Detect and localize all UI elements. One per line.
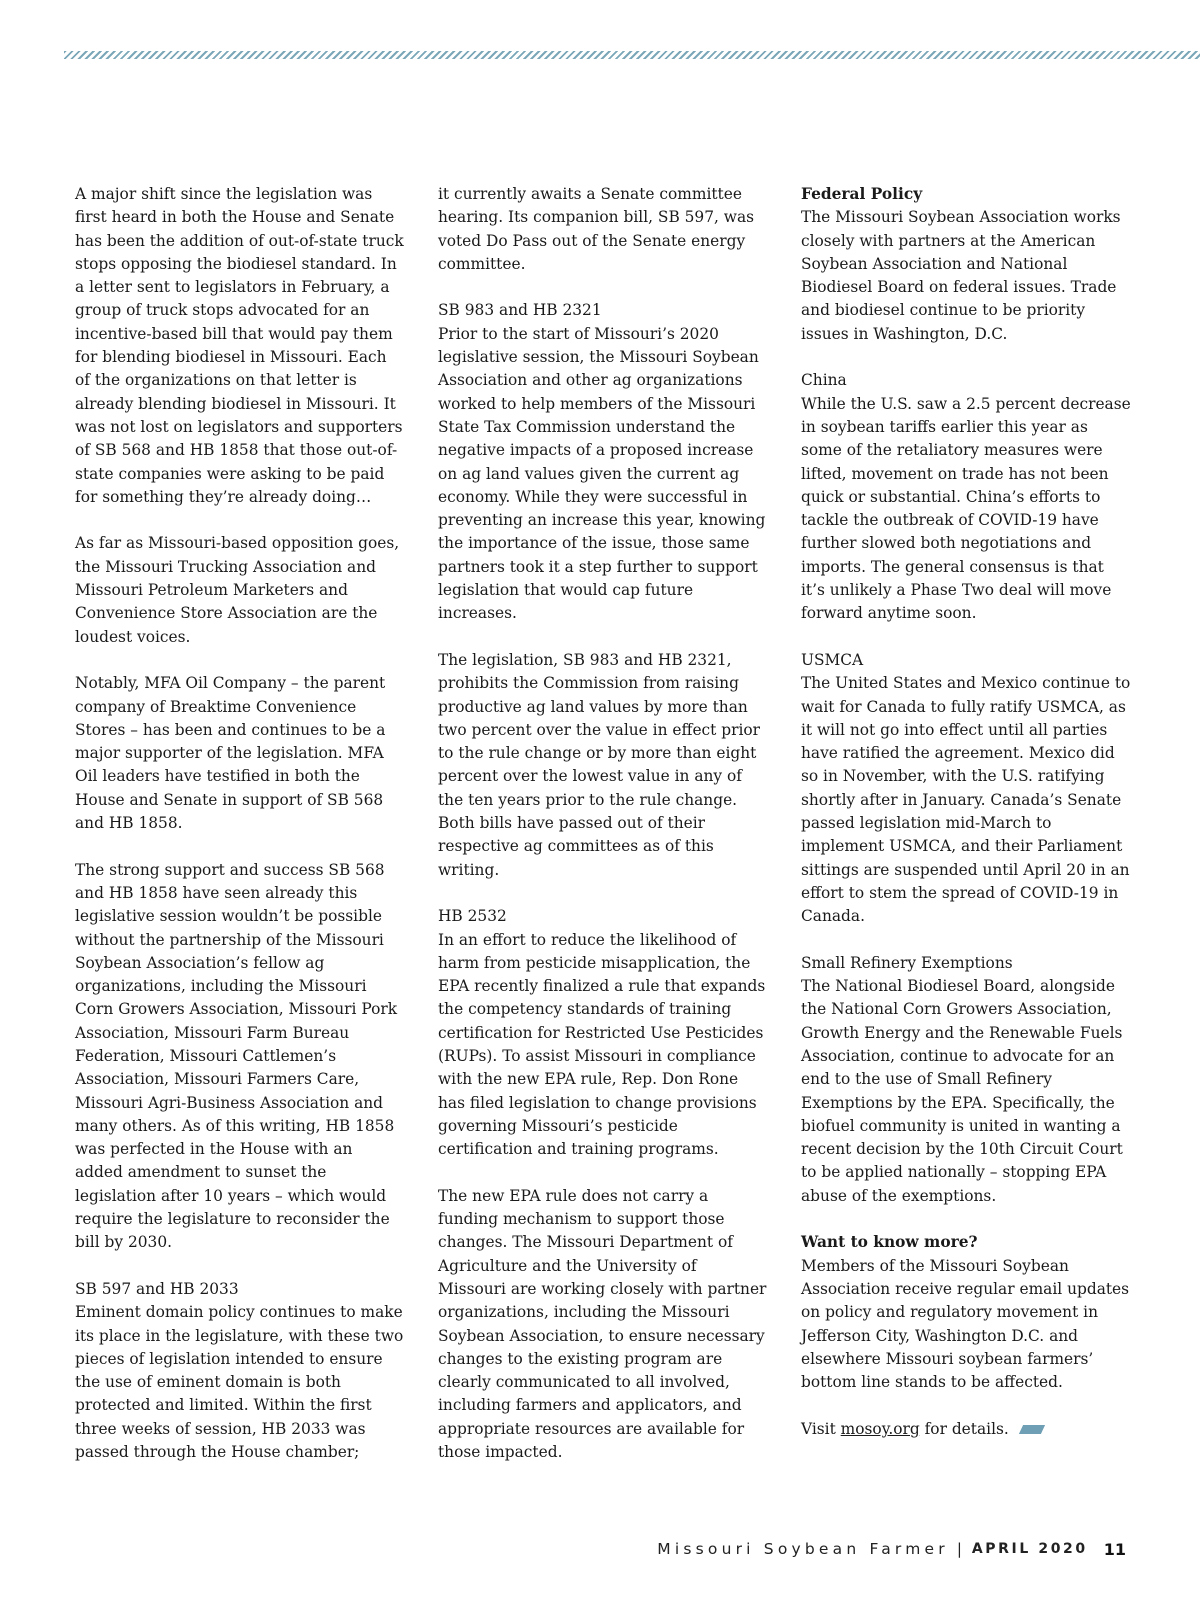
section-heading: Small Refinery Exemptions xyxy=(801,953,1013,972)
section-heading: SB 983 and HB 2321 xyxy=(438,301,602,320)
body-paragraph: Eminent domain policy continues to make its place in the legislature, with these two pieces of legislation intended to ensure the use of eminent domain is both protected and limited. Within the first three weeks of session, HB 2033 was passed through the House chamber; xyxy=(75,1303,404,1462)
body-paragraph: Members of the Missouri Soybean Association receive regular email updates on policy and regulatory movement in Jefferson City, Washington D.C. and elsewhere Missouri soybean farmers’ bottom line stands to be affected. xyxy=(801,1256,1130,1392)
mosoy-link[interactable]: mosoy.org xyxy=(840,1419,920,1438)
visit-line xyxy=(801,1418,1131,1441)
body-paragraph: Prior to the start of Missouri’s 2020 legislative session, the Missouri Soybean Association and other ag organizations worked to help members of the Missouri State Tax Commission understand the negative impacts of a proposed increase on ag land values given the current ag economy. While they were successful in preventing an increase this year, knowing the importance of the issue, those same partners took it a step further to support legislation that would cap future increases. xyxy=(438,324,766,623)
body-paragraph: The National Biodiesel Board, alongside the National Corn Growers Association, Growth Energy and the Renewable Fuels Association, continue to advocate for an end to the use of Small Refinery Exemptions by the EPA. Specifically, the biofuel community is united in wanting a recent decision by the 10th Circuit Court to be applied nationally – stopping EPA abuse of the exemptions. xyxy=(801,977,1123,1205)
body-paragraph: While the U.S. saw a 2.5 percent decrease in soybean tariffs earlier this year as some of the retaliatory measures were lifted, movement on trade has not been quick or substantial. China’s efforts to tackle the outbreak of COVID-19 have further slowed both negotiations and imports. The general consensus is that it’s unlikely a Phase Two deal will move forward anytime soon. xyxy=(801,394,1131,623)
decorative-top-rule xyxy=(64,51,1200,59)
section-heading: China xyxy=(801,371,847,390)
section-heading: Federal Policy xyxy=(801,185,923,203)
body-paragraph: The Missouri Soybean Association works closely with partners at the American Soybean Association and National Biodiesel Board on federal issues. Trade and biodiesel continue to be priority issues in Washington, D.C. xyxy=(801,208,1121,343)
publication-name: Missouri Soybean Farmer xyxy=(657,1540,949,1558)
body-paragraph: In an effort to reduce the likelihood of harm from pesticide misapplication, the EPA recently finalized a rule that expands the competency standards of training certification for Restricted Use Pesticides (RUPs). To assist Missouri in compliance with the new EPA rule, Rep. Don Rone has filed legislation to change provisions governing Missouri’s pesticide certification and training programs. xyxy=(438,930,766,1159)
body-paragraph: A major shift since the legislation was first heard in both the House and Senate has been the addition of out-of-state truck stops opposing the biodiesel standard. In a letter sent to legislators in February, a group of truck stops advocated for an incentive-based bill that would pay them for blending biodiesel in Missouri. Each of the organizations on that letter is already blending biodiesel in Missouri. It was not lost on legislators and supporters of SB 568 and HB 1858 that those out-of-state companies were asking to be paid for something they’re already doing… xyxy=(75,185,404,506)
body-paragraph: The new EPA rule does not carry a funding mechanism to support those changes. The Missouri Department of Agriculture and the University of Missouri are working closely with partner organizations, including the Missouri Soybean Association, to ensure necessary changes to the existing program are clearly communicated to all involved, including farmers and applicators, and appropriate resources are available for those impacted. xyxy=(438,1186,767,1462)
page-number: 11 xyxy=(1103,1539,1126,1559)
body-paragraph: Notably, MFA Oil Company – the parent company of Breaktime Convenience Stores – has been and continues to be a major supporter of the legislation. MFA Oil leaders have testified in both the House and Senate in support of SB 568 and HB 1858. xyxy=(75,674,386,833)
column-middle xyxy=(438,183,768,1488)
section-block xyxy=(438,299,768,625)
column-left xyxy=(75,183,405,1488)
section-heading: HB 2532 xyxy=(438,907,507,926)
section-block xyxy=(75,1278,405,1464)
section-block xyxy=(801,183,1131,346)
section-block xyxy=(801,952,1131,1208)
section-heading: USMCA xyxy=(801,650,864,669)
visit-prefix: Visit xyxy=(801,1419,841,1438)
section-block xyxy=(801,1231,1131,1394)
body-paragraph: The legislation, SB 983 and HB 2321, prohibits the Commission from raising productive ag land values by more than two percent over the value in effect prior to the rule change or by more than eight percent over the lowest value in any of the ten years prior to the rule change. Both bills have passed out of their respective ag committees as of this writing. xyxy=(438,650,761,879)
section-block xyxy=(801,649,1131,929)
section-block xyxy=(438,905,768,1161)
page-footer xyxy=(657,1537,1126,1561)
section-heading: Want to know more? xyxy=(801,1233,978,1252)
body-paragraph: The United States and Mexico continue to wait for Canada to fully ratify USMCA, as it will not go into effect until all parties have ratified the agreement. Mexico did so in November, with the U.S. ratifying shortly after in January. Canada’s Senate passed legislation mid-March to implement USMCA, and their Parliament sittings are suspended until April 20 in an effort to stem the spread of COVID-19 in Canada. xyxy=(801,674,1131,926)
end-mark-icon xyxy=(1019,1425,1045,1434)
body-paragraph: it currently awaits a Senate committee hearing. Its companion bill, SB 597, was voted Do Pass out of the Senate energy committee. xyxy=(438,185,755,273)
footer-separator: | xyxy=(956,1540,962,1558)
section-block xyxy=(801,369,1131,625)
body-paragraph: The strong support and success SB 568 and HB 1858 have seen already this legislative session wouldn’t be possible without the partnership of the Missouri Soybean Association’s fellow ag organizations, including the Missouri Corn Growers Association, Missouri Pork Association, Missouri Farm Bureau Federation, Missouri Cattlemen’s Association, Missouri Farmers Care, Missouri Agri-Business Association and many others. As of this writing, HB 1858 was perfected in the House with an added amendment to sunset the legislation after 10 years – which would require the legislature to reconsider the bill by 2030. xyxy=(75,860,398,1252)
issue-date: APRIL 2020 xyxy=(971,1541,1088,1557)
column-right xyxy=(801,183,1131,1464)
body-paragraph: As far as Missouri-based opposition goes, the Missouri Trucking Association and Missouri Petroleum Marketers and Convenience Store Association are the loudest voices. xyxy=(75,534,400,646)
visit-suffix: for details. xyxy=(919,1419,1009,1438)
section-heading: SB 597 and HB 2033 xyxy=(75,1279,239,1298)
